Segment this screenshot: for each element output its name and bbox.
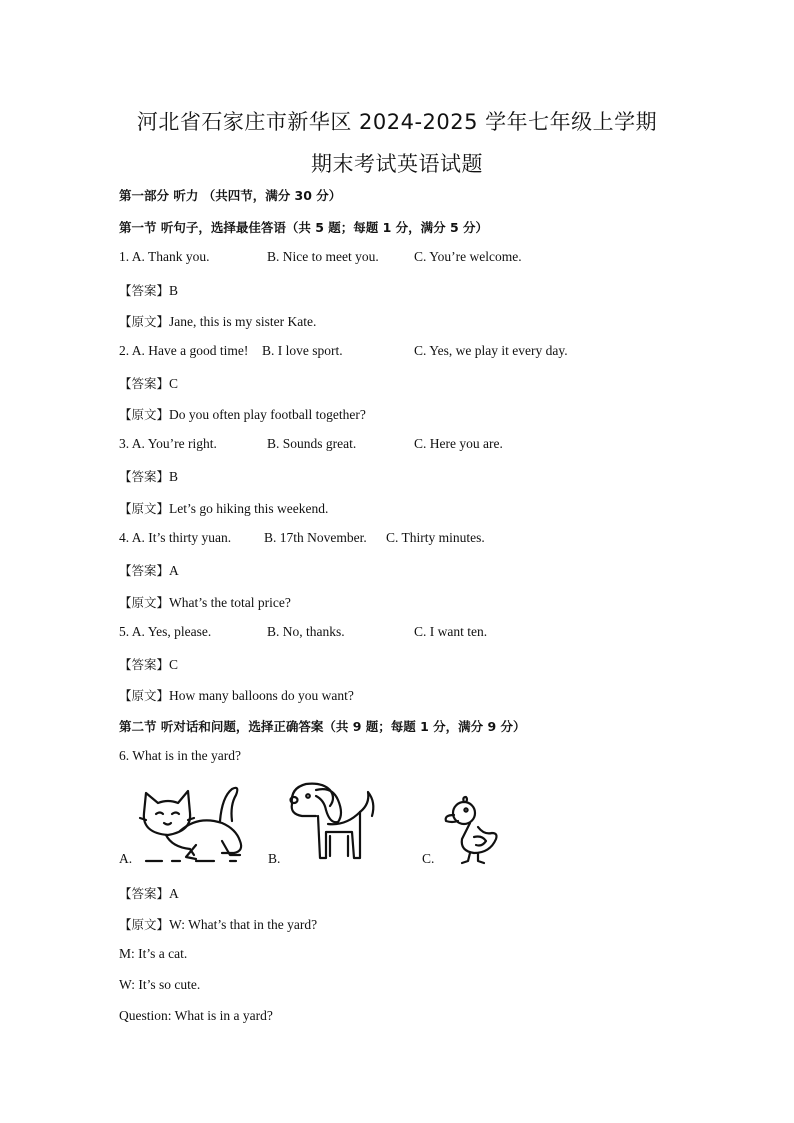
question-2-answer xyxy=(119,374,178,392)
option-c: C. Yes, we play it every day. xyxy=(414,343,568,358)
question-2-original xyxy=(119,405,366,423)
section1-heading: 第一节 听句子，选择最佳答语（共 5 题；每题 1 分，满分 5 分） xyxy=(119,220,489,235)
dialogue-question: Question: What is in a yard? xyxy=(119,1008,273,1023)
option-c: C. Here you are. xyxy=(414,436,503,451)
question-6-answer xyxy=(119,884,179,902)
option-c: C. Thirty minutes. xyxy=(386,530,485,545)
answer-label: 【答案】 xyxy=(119,469,170,484)
original-label: 【原文】 xyxy=(119,595,170,610)
option-b: B. I love sport. xyxy=(262,343,343,358)
answer-value: A xyxy=(169,563,179,578)
question-3-answer xyxy=(119,467,178,485)
question-4-original xyxy=(119,593,291,611)
question-5-options xyxy=(119,624,679,644)
original-label: 【原文】 xyxy=(119,501,170,516)
original-label: 【原文】 xyxy=(119,917,170,932)
option-b: B. No, thanks. xyxy=(267,624,345,639)
option-a: 3. A. You’re right. xyxy=(119,436,217,451)
original-label: 【原文】 xyxy=(119,688,170,703)
option-a: 2. A. Have a good time! xyxy=(119,343,249,358)
q6-option-a-label: A. xyxy=(119,851,133,866)
answer-value: B xyxy=(169,283,179,298)
original-text: W: What’s that in the yard? xyxy=(169,917,318,932)
original-text: Jane, this is my sister Kate. xyxy=(169,314,317,329)
question-1-options xyxy=(119,249,679,269)
answer-value: B xyxy=(169,469,179,484)
original-text: What’s the total price? xyxy=(169,595,291,610)
part1-heading: 第一部分 听力 （共四节，满分 30 分） xyxy=(119,188,342,203)
question-5-original xyxy=(119,686,354,704)
answer-label: 【答案】 xyxy=(119,657,170,672)
question-1-original xyxy=(119,312,316,330)
option-c: C. I want ten. xyxy=(414,624,488,639)
original-text: Do you often play football together? xyxy=(169,407,366,422)
answer-value: C xyxy=(169,376,179,391)
option-a: 1. A. Thank you. xyxy=(119,249,210,264)
answer-value: C xyxy=(169,657,179,672)
answer-value: A xyxy=(169,886,179,901)
document-title-line2: 期末考试英语试题 xyxy=(311,152,483,176)
answer-label: 【答案】 xyxy=(119,376,170,391)
question-4-answer xyxy=(119,561,179,579)
question-6-text: 6. What is in the yard? xyxy=(119,748,241,763)
dog-icon xyxy=(286,780,382,864)
question-5-answer xyxy=(119,655,178,673)
question-3-original xyxy=(119,499,328,517)
original-text: How many balloons do you want? xyxy=(169,688,354,703)
question-4-options xyxy=(119,530,679,550)
option-a: 4. A. It’s thirty yuan. xyxy=(119,530,232,545)
cat-icon xyxy=(136,783,256,865)
answer-label: 【答案】 xyxy=(119,563,170,578)
question-1-answer xyxy=(119,281,178,299)
question-3-options xyxy=(119,436,679,456)
option-c: C. You’re welcome. xyxy=(414,249,522,264)
q6-option-b-label: B. xyxy=(268,851,281,866)
document-title-line1: 河北省石家庄市新华区 2024-2025 学年七年级上学期 xyxy=(136,110,658,134)
section2-heading: 第二节 听对话和问题，选择正确答案（共 9 题；每题 1 分，满分 9 分） xyxy=(119,719,526,734)
option-a: 5. A. Yes, please. xyxy=(119,624,212,639)
question-2-options xyxy=(119,343,679,363)
answer-label: 【答案】 xyxy=(119,283,170,298)
question-6-original xyxy=(119,915,317,933)
dialogue-line-m1: M: It’s a cat. xyxy=(119,946,188,961)
option-b: B. 17th November. xyxy=(264,530,367,545)
original-label: 【原文】 xyxy=(119,407,170,422)
answer-label: 【答案】 xyxy=(119,886,170,901)
duck-icon xyxy=(440,795,506,865)
original-label: 【原文】 xyxy=(119,314,170,329)
dialogue-line-w2: W: It’s so cute. xyxy=(119,977,201,992)
option-b: B. Nice to meet you. xyxy=(267,249,379,264)
original-text: Let’s go hiking this weekend. xyxy=(169,501,329,516)
q6-option-c-label: C. xyxy=(422,851,435,866)
option-b: B. Sounds great. xyxy=(267,436,357,451)
